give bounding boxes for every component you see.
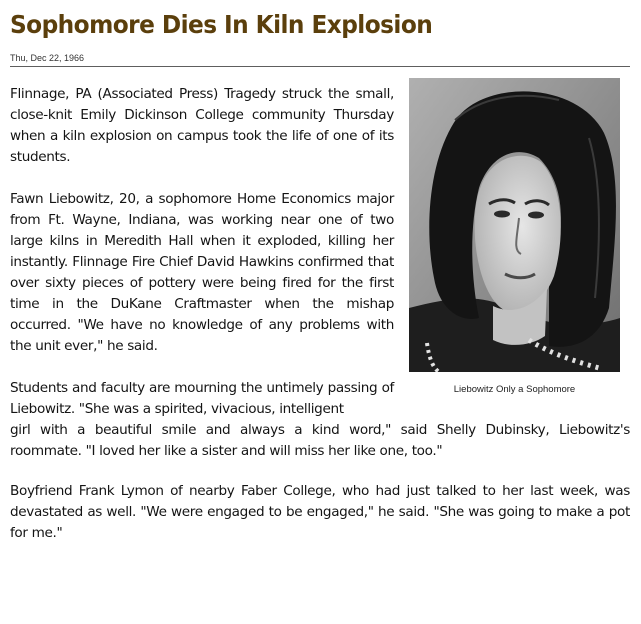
paragraph-3-end: girl with a beautiful smile and always a kind word," said Shelly Dubinsky, Liebowitz's roommate. "I loved her like a sister and will miss her like one, too." <box>10 422 630 459</box>
portrait-photo <box>409 78 620 372</box>
photo-caption: Liebowitz Only a Sophomore <box>453 384 576 395</box>
paragraph-4: Boyfriend Frank Lymon of nearby Faber College, who had just talked to her last week, was devastated as well. "We were engaged to be engaged," he said. "She was going to make a pot for me." <box>10 483 630 541</box>
paragraph-1: Flinnage, PA (Associated Press) Tragedy struck the small, close-knit Emily Dickinson College community Thursday when a kiln explosion on campus took the life of one of its students. <box>10 86 394 165</box>
portrait-illustration <box>409 78 620 372</box>
article-column <box>10 84 394 420</box>
headline: Sophomore Dies In Kiln Explosion <box>10 10 433 39</box>
paragraph-3-start: Students and faculty are mourning the untimely passing of Liebowitz. "She was a spirited, vivacious, intelligent <box>10 380 394 417</box>
paragraph-3-continued-block <box>10 420 630 462</box>
dateline: Thu, Dec 22, 1966 <box>10 53 85 63</box>
paragraph-4-block <box>10 481 630 544</box>
headline-divider <box>10 66 630 67</box>
paragraph-2: Fawn Liebowitz, 20, a sophomore Home Economics major from Ft. Wayne, Indiana, was working near one of two large kilns in Meredith Hall when it exploded, killing her instantly. Flinnage Fire Chief David Hawkins confirmed that over sixty pieces of pottery were being fired for the first time in the DuKane Craftmaster when the mishap occurred. "We have no knowledge of any problems with the unit ever," he said. <box>10 191 394 354</box>
